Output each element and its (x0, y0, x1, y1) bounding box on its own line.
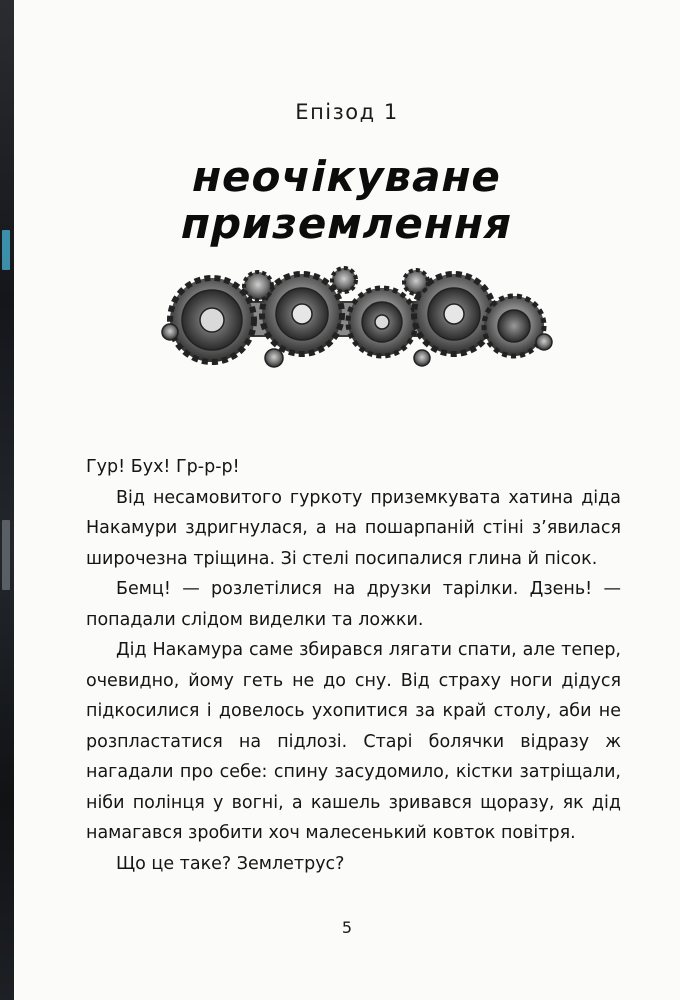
paragraph: Від несамовитого гуркоту приземкувата хатина діда Накамури здригнулася, а на пошарпаній стіні з’явилася широчезна тріщина. Зі стелі посипалися глина й пісок. (86, 487, 621, 569)
chapter-title-line2: приземлення (176, 199, 518, 248)
page-number: 5 (341, 918, 353, 937)
gears-ornament-icon (154, 262, 554, 374)
episode-label: Епізод 1 (295, 100, 399, 124)
paragraph: Бемц! — розлетілися на друзки тарілки. Дзень! — попадали слідом виделки та ложки. (86, 579, 621, 630)
chapter-title-line1: неочікуване (187, 152, 507, 201)
chapter-body (86, 452, 621, 879)
edge-color-mark (2, 520, 10, 590)
adjacent-page-edge (0, 0, 14, 1000)
paragraph: Дід Накамура саме збирався лягати спати, але тепер, очевидно, йому геть не до сну. Від страху ноги дідуся підкосилися і довелось ухопитися за край столу, аби не розпластатися на підлозі. Старі болячки відразу ж нагадали про себе: спину засудомило, кістки затріщали, ніби полінця у вогні, а кашель зривався щоразу, як дід намагався зробити хоч малесенький ковток повітря. (86, 640, 621, 843)
paragraph: Гур! Бух! Гр-р-р! (86, 457, 240, 477)
paragraph: Що це таке? Землетрус? (116, 853, 345, 874)
edge-color-mark (2, 230, 10, 270)
book-page (14, 0, 680, 1000)
